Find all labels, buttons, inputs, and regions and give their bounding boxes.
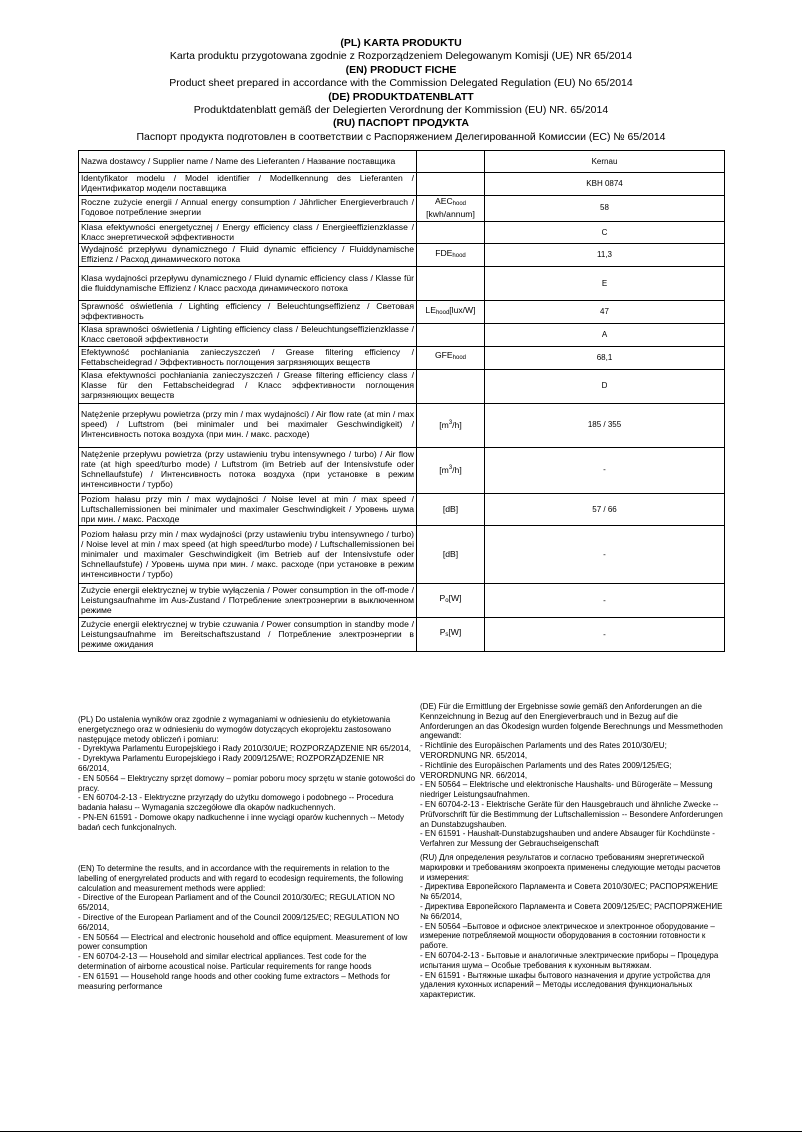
note-line: - Richtlinie des Europäischen Parlaments und des Rates 2009/125/EG; VERORDNUNG NR. 66/2014, — [420, 760, 674, 780]
row-value: - — [485, 618, 725, 652]
de-text: Produktdatenblatt gemäß der Delegierten Verordnung der Kommission (EU) NR. 65/2014 — [193, 104, 609, 117]
table-row — [79, 324, 725, 347]
row-description: Natężenie przepływu powietrza (przy min / max wydajności) / Air flow rate (at min / max speed) / Luftstrom (bei minimaler und bei maximaler Geschwindigkeit) / Интенсивность потока воздуха (при мин. / макс. расходе) — [79, 403, 417, 447]
row-unit — [417, 173, 485, 196]
row-unit — [417, 526, 485, 584]
row-unit — [417, 301, 485, 324]
row-value: 68,1 — [485, 346, 725, 369]
row-description: Zużycie energii elektrycznej w trybie czuwania / Power consumption in standby mode / Leistungsaufnahme im Bereitschaftszustand / Потребление электроэнергии в режиме ожидания — [79, 618, 417, 652]
table-row — [79, 584, 725, 618]
row-description: Roczne zużycie energii / Annual energy consumption / Jährlicher Energieverbrauch / Годовое потребление энергии — [79, 195, 417, 221]
row-unit — [417, 151, 485, 173]
row-unit — [417, 403, 485, 447]
table-row — [79, 346, 725, 369]
table-row — [79, 526, 725, 584]
note-line: - Dyrektywa Parlamentu Europejskiego i Rady 2010/30/UE; ROZPORZĄDZENIE NR 65/2014, — [78, 744, 412, 754]
en-text: Product sheet prepared in accordance with the Commission Delegated Regulation (EU) No 65/2014 — [169, 77, 633, 90]
note-line: - EN 61591 - Haushalt-Dunstabzugshauben und andere Absauger für Kochdünste - Verfahren zur Messung der Gebrauchseigenschaft — [420, 829, 718, 849]
unit-symbol: AEC — [434, 195, 453, 206]
pl-text: Karta produktu przygotowana zgodnie z Rozporządzeniem Delegowanym Komisji (UE) NR 65/2014 — [169, 50, 633, 63]
note-line: - Richtlinie des Europäischen Parlaments und des Rates 2010/30/EU; VERORDNUNG NR. 65/2014, — [420, 741, 670, 760]
table-row — [79, 618, 725, 652]
row-unit — [417, 195, 485, 221]
note-line: - PN-EN 61591 - Domowe okapy nadkuchenne i inne wyciągi oparów kuchennych -- Metody badań cech funkcjonalnych. — [78, 812, 407, 832]
unit-suffix: /h] — [452, 465, 462, 476]
note-line: - Directive of the European Parliament and of the Council 2010/30/EC; REGULATION NO 65/2014, — [78, 893, 398, 913]
note-line: (DE) Für die Ermittlung der Ergebnisse sowie gemäß den Anforderungen an die Kennzeichnung in Bezug auf den Energieverbrauch und in Bezug auf die Anforderungen an das Ökodesign wurden folgende Berechnungs und Messmethoden angewandt: — [420, 702, 726, 741]
note-line: - Директива Европейского Парламента и Совета 2009/125/ЕС; РАСПОРЯЖЕНИЕ № 66/2014, — [420, 901, 725, 921]
table-row — [79, 493, 725, 526]
unit-suffix: /h] — [452, 420, 462, 431]
row-unit — [417, 244, 485, 267]
note-line: (PL) Do ustalenia wyników oraz zgodnie z wymaganiami w odniesieniu do etykietowania energetycznego oraz w odniesieniu do wymogów dotyczących ekoprojektu zastosowano następujące metody obliczeń i pomiaru: — [78, 715, 394, 744]
row-description: Natężenie przepływu powietrza (przy ustawieniu trybu intensywnego / turbo) / Air flow rate (at high speed/turbo mode) / Luftstrom (im Betrieb auf der Intensivstufe oder Schnellaufstufe) / Интенсивность потока воздуха (при установке в режим интенсивности / турбо) — [79, 447, 417, 493]
row-description: Identyfikator modelu / Model identifier / Modellkennung des Lieferanten / Идентификатор модели поставщика — [79, 173, 417, 196]
de-title: (DE) PRODUKTDATENBLATT — [328, 90, 474, 103]
row-description: Nazwa dostawcy / Supplier name / Name des Lieferanten / Название поставщика — [79, 151, 417, 173]
row-value: 11,3 — [485, 244, 725, 267]
unit-subscript: hood — [452, 355, 467, 362]
note-line: - EN 50564 — Electrical and electronic household and office equipment. Measurement of low power consumption — [78, 932, 410, 952]
row-value: 47 — [485, 301, 725, 324]
table-row — [79, 244, 725, 267]
row-description: Klasa sprawności oświetlenia / Lighting efficiency class / Beleuchtungseffizienzklasse / Класс световой эффективности — [79, 324, 417, 347]
row-unit — [417, 346, 485, 369]
row-unit — [417, 618, 485, 652]
table-row — [79, 173, 725, 196]
en-title: (EN) PRODUCT FICHE — [345, 63, 457, 76]
row-unit — [417, 324, 485, 347]
unit-superscript: 3 — [448, 465, 453, 472]
row-unit — [417, 267, 485, 301]
unit-suffix: [W] — [448, 593, 462, 604]
table-row — [79, 369, 725, 403]
unit-symbol: [dB] — [442, 548, 459, 559]
unit-symbol: P — [439, 593, 446, 604]
note-line: - EN 60704-2-13 - Бытовые и аналогичные электрические приборы – Процедура испытания шума – Особые требования к кухонным вытяжкам. — [420, 950, 721, 970]
unit-subscript: hood — [435, 309, 450, 316]
note-line: - Dyrektywa Parlamentu Europejskiego i Rady 2009/125/WE; ROZPORZĄDZENIE NR 66/2014, — [78, 754, 387, 773]
note-line: - EN 50564 – Elektrische und elektronische Haushalts- und Bürogeräte – Messung niedriger Leistungsaufnahmen. — [420, 780, 715, 800]
row-unit — [417, 221, 485, 244]
unit-symbol: [m — [439, 420, 449, 431]
unit-subscript: s — [445, 632, 449, 639]
pl-title: (PL) KARTA PRODUKTU — [340, 37, 462, 49]
footer-rule — [0, 1131, 802, 1132]
unit-suffix: [lux/W] — [449, 304, 476, 315]
note-line: - EN 60704-2-13 - Elektrische Geräte für den Hausgebrauch und ähnliche Zwecke -- Prüfvorschrift für die Bestimmung der Luftschallemission -- Besondere Anforderungen an Dunstabzugshauben. — [420, 799, 726, 829]
row-description: Wydajność przepływu dynamicznego / Fluid dynamic efficiency / Fluiddynamische Effizienz / Расход динамического потока — [79, 244, 417, 267]
row-description: Klasa efektywności energetycznej / Energy efficiency class / Energieeffizienzklasse / Класс энергетической эффективности — [79, 221, 417, 244]
row-value: - — [485, 447, 725, 493]
unit-subscript: o — [445, 598, 449, 605]
row-value: 185 / 355 — [485, 403, 725, 447]
row-value: 58 — [485, 195, 725, 221]
unit-symbol: LE — [425, 304, 436, 315]
row-value: A — [485, 324, 725, 347]
row-value: Kernau — [485, 151, 725, 173]
note-line: - EN 50564 – Elektryczny sprzęt domowy – pomiar poboru mocy sprzętu w stanie gotowości do pracy. — [78, 773, 418, 793]
row-value: - — [485, 584, 725, 618]
note-line: - Директива Европейского Парламента и Совета 2010/30/ЕС; РАСПОРЯЖЕНИЕ № 65/2014, — [420, 882, 721, 902]
table-row — [79, 195, 725, 221]
table-row — [79, 447, 725, 493]
document-header — [0, 37, 802, 144]
unit-subscript: hood — [452, 252, 466, 259]
unit-superscript: 3 — [448, 420, 453, 427]
row-description: Sprawność oświetlenia / Lighting efficiency / Beleuchtungseffizienz / Световая эффективность — [79, 301, 417, 324]
unit-subscript: hood — [452, 200, 467, 207]
row-value: C — [485, 221, 725, 244]
row-value: E — [485, 267, 725, 301]
row-description: Klasa wydajności przepływu dynamicznego / Fluid dynamic efficiency class / Klasse für die fluiddynamische Effizienz / Класс расхода динамического потока — [79, 267, 417, 301]
unit-symbol: [m — [439, 465, 449, 476]
note-line: - EN 60704-2-13 - Elektryczne przyrządy do użytku domowego i podobnego -- Procedura badania hałasu -- Wymagania szczegółowe dla okapów nadkuchennych. — [78, 793, 396, 813]
table-row — [79, 267, 725, 301]
unit-suffix: [kwh/annum] — [426, 208, 475, 219]
notes-pl — [78, 715, 416, 833]
row-description: Klasa efektywności pochłaniania zanieczyszczeń / Grease filtering efficiency class / Klasse für den Fettabscheidegrad / Класс эффективности поглощения загрязняющих веществ — [79, 369, 417, 403]
row-unit — [417, 493, 485, 526]
row-value: KBH 0874 — [485, 173, 725, 196]
row-value: - — [485, 526, 725, 584]
table-row — [79, 221, 725, 244]
notes-de — [420, 702, 724, 849]
note-line: - EN 61591 - Вытяжные шкафы бытового назначения и другие устройства для удаления кухонных испарений – Методы исследования функциональных характеристик. — [420, 970, 713, 1000]
table-row — [79, 403, 725, 447]
table-row — [79, 151, 725, 173]
note-line: - EN 50564 –Бытовое и офисное электрическое и электронное оборудование – измерение потребляемой мощности оборудования в состоянии готовности к работе. — [420, 921, 718, 951]
unit-suffix: [W] — [448, 627, 462, 638]
note-line: - EN 60704-2-13 — Household and similar electrical appliances. Test code for the determination of airborne acoustical noise. Particular requirements for range hoods — [78, 952, 372, 971]
note-line: - Directive of the European Parliament and of the Council 2009/125/EC; REGULATION NO 66/2014, — [78, 912, 402, 932]
product-data-table — [78, 150, 725, 652]
unit-symbol: P — [439, 627, 446, 638]
note-line: (EN) To determine the results, and in accordance with the requirements in relation to the labelling of energyrelated products and with regard to ecodesign requirements, the following calculation and measurement methods were applied: — [78, 864, 406, 893]
note-line: (RU) Для определения результатов и согласно требованиям энергетической маркировки и требованиям экопроекта применены следующие методы расчетов и измерения: — [420, 853, 723, 882]
table-row — [79, 301, 725, 324]
row-description: Poziom hałasu przy min / max wydajności / Noise level at min / max speed / Luftschallemissionen bei minimaler und maximaler Geschwindigkeit / Уровень шума при мин. / макс. Расходе — [79, 493, 417, 526]
row-value: D — [485, 369, 725, 403]
unit-symbol: [dB] — [442, 503, 459, 514]
row-unit — [417, 447, 485, 493]
row-description: Zużycie energii elektrycznej w trybie wyłączenia / Power consumption in the off-mode / Leistungsaufnahme im Aus-Zustand / Потребление электроэнергии в выключенном режиме — [79, 584, 417, 618]
row-description: Poziom hałasu przy min / max wydajności (przy ustawieniu trybu intensywnego / turbo) / Noise level at min / max speed (at high speed/turbo mode) / Luftschallemissionen bei minimaler und maximaler Geschwindigkeit (im Betrieb auf der Intensivstufe oder Schnellaufstufe) / Уровень шума при мин. / макс. расходе (при установке в режим интенсивности / турбо) — [79, 526, 417, 584]
unit-symbol: FDE — [435, 247, 453, 258]
row-unit — [417, 584, 485, 618]
row-unit — [417, 369, 485, 403]
notes-ru — [420, 853, 724, 1000]
unit-symbol: GFE — [434, 350, 453, 361]
ru-text: Паспорт продукта подготовлен в соответствии с Распоряжением Делегированной Комиссии (ЕС) № 65/2014 — [136, 130, 666, 143]
row-description: Efektywność pochłaniania zanieczyszczeń / Grease filtering efficiency / Fettabscheidegrad / Эффективность поглощения загрязняющих веществ — [79, 346, 417, 369]
row-value: 57 / 66 — [485, 493, 725, 526]
note-line: - EN 61591 — Household range hoods and other cooking fume extractors – Methods for measuring performance — [78, 971, 393, 991]
notes-en — [78, 864, 416, 991]
ru-title: (RU) ПАСПОРТ ПРОДУКТА — [332, 117, 470, 130]
